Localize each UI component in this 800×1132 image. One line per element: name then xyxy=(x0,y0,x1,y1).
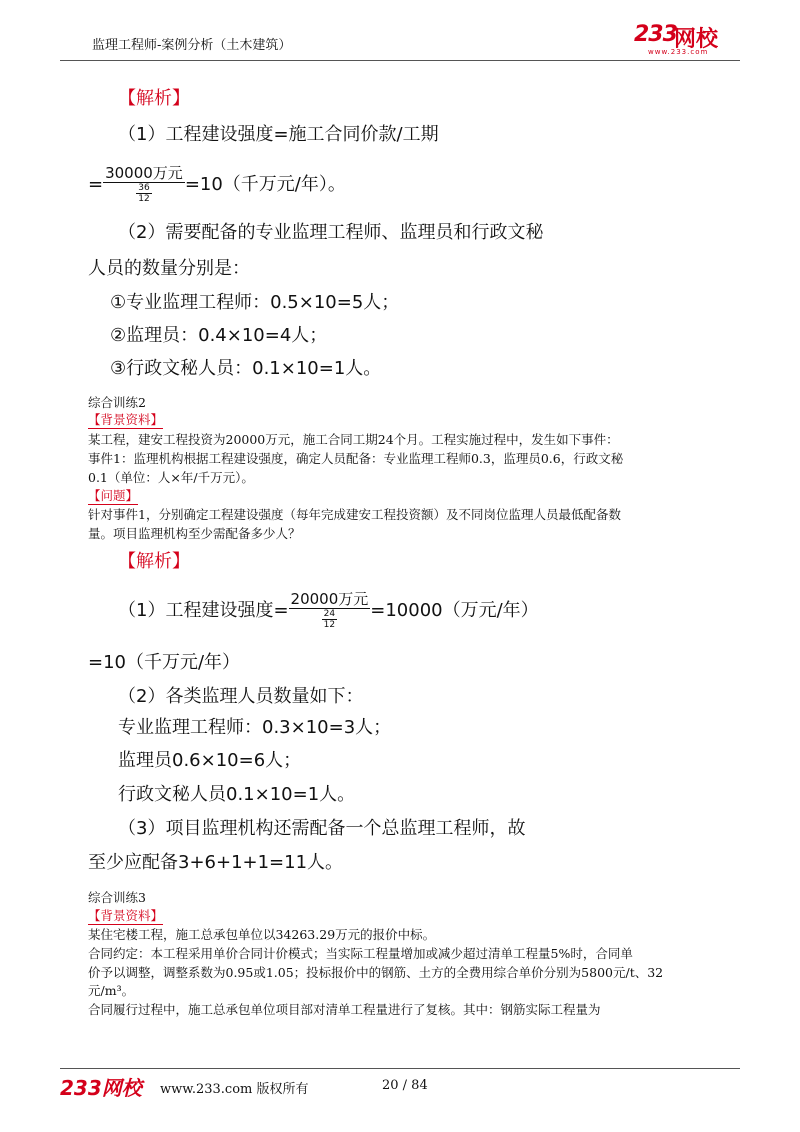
denominator-top: 36 xyxy=(138,183,150,193)
exercise-2-para-2: 事件1：监理机构根据工程建设强度，确定人员配备：专业监理工程师0.3，监理员0.6，行政文秘 xyxy=(88,451,624,466)
denominator-2-bottom: 12 xyxy=(323,620,336,630)
formula-prefix: = xyxy=(88,174,104,195)
analysis-2-line-8: 至少应配备3+6+1+1=11人。 xyxy=(88,852,344,873)
formula-2-fraction xyxy=(289,590,371,632)
analysis-1-line-6: ②监理员：0.4×10=4人； xyxy=(110,325,328,346)
page-number: 20 / 84 xyxy=(382,1078,428,1093)
fraction-denominator xyxy=(136,183,151,204)
analysis-2-line-6: 行政文秘人员0.1×10=1人。 xyxy=(118,784,356,805)
exercise-2-background-label: 【背景资料】 xyxy=(88,412,164,427)
denominator-2-top: 24 xyxy=(323,609,336,619)
header-title: 监理工程师-案例分析（土木建筑） xyxy=(92,38,292,53)
exercise-3-para-3: 价予以调整，调整系数为0.95或1.05；投标报价中的钢筋、土方的全费用综合单价分别为5800元/t、32 xyxy=(88,965,664,980)
fraction-numerator: 30000万元 xyxy=(105,164,183,182)
formula-2-prefix: （1）工程建设强度= xyxy=(118,600,289,621)
analysis-1-formula xyxy=(88,164,346,206)
fraction-2-numerator: 20000万元 xyxy=(290,590,369,608)
header-divider xyxy=(60,60,740,61)
analysis-2-formula xyxy=(118,590,539,632)
exercise-3-para-4: 元/m³。 xyxy=(88,983,135,998)
analysis-2-line-7: （3）项目监理机构还需配备一个总监理工程师，故 xyxy=(118,818,526,839)
exercise-2-title: 综合训练2 xyxy=(88,395,146,410)
denominator-bottom: 12 xyxy=(138,194,150,204)
exercise-3-para-1: 某住宅楼工程，施工总承包单位以34263.29万元的报价中标。 xyxy=(88,927,436,942)
analysis-1-line-1: （1）工程建设强度=施工合同价款/工期 xyxy=(118,124,439,145)
formula-2-result: =10000（万元/年） xyxy=(370,600,539,621)
footer-divider xyxy=(60,1068,740,1069)
analysis-2-line-5: 监理员0.6×10=6人； xyxy=(118,750,302,771)
exercise-3-background-label: 【背景资料】 xyxy=(88,908,164,923)
fraction-2-denominator xyxy=(322,609,337,630)
analysis-2-line-3: （2）各类监理人员数量如下： xyxy=(118,686,364,707)
exercise-2-question-1: 针对事件1，分别确定工程建设强度（每年完成建安工程投资额）及不同岗位监理人员最低配备数 xyxy=(88,507,621,522)
analysis-heading-2: 【解析】 xyxy=(118,551,190,572)
brand-logo xyxy=(634,22,738,56)
analysis-1-line-4: 人员的数量分别是： xyxy=(88,258,250,279)
exercise-2-para-3: 0.1（单位：人×年/千万元）。 xyxy=(88,470,254,485)
footer-copyright: www.233.com 版权所有 xyxy=(160,1082,309,1097)
logo-url: www.233.com xyxy=(648,48,709,56)
analysis-1-line-7: ③行政文秘人员：0.1×10=1人。 xyxy=(110,358,382,379)
footer-logo: 233网校 xyxy=(60,1076,142,1100)
analysis-1-line-5: ①专业监理工程师：0.5×10=5人； xyxy=(110,292,400,313)
formula-result: =10（千万元/年）。 xyxy=(184,174,346,195)
logo-text: 网校 xyxy=(674,27,719,52)
analysis-2-line-4: 专业监理工程师：0.3×10=3人； xyxy=(118,717,392,738)
exercise-3-para-2: 合同约定：本工程采用单价合同计价模式；当实际工程量增加或减少超过清单工程量5%时，合同单 xyxy=(88,946,633,961)
exercise-2-para-1: 某工程，建安工程投资为20000万元，施工合同工期24个月。工程实施过程中，发生如下事件： xyxy=(88,432,619,447)
exercise-2-question-label: 【问题】 xyxy=(88,488,139,503)
exercise-2-question-2: 量。项目监理机构至少需配备多少人？ xyxy=(88,526,301,541)
formula-fraction xyxy=(103,164,185,206)
logo-number: 233 xyxy=(634,22,677,47)
analysis-heading-1: 【解析】 xyxy=(118,88,190,109)
exercise-3-title: 综合训练3 xyxy=(88,890,146,905)
exercise-3-para-5: 合同履行过程中，施工总承包单位项目部对清单工程量进行了复核。其中：钢筋实际工程量为 xyxy=(88,1002,601,1017)
analysis-1-line-3: （2）需要配备的专业监理工程师、监理员和行政文秘 xyxy=(118,222,544,243)
analysis-2-line-2: =10（千万元/年） xyxy=(88,652,241,673)
